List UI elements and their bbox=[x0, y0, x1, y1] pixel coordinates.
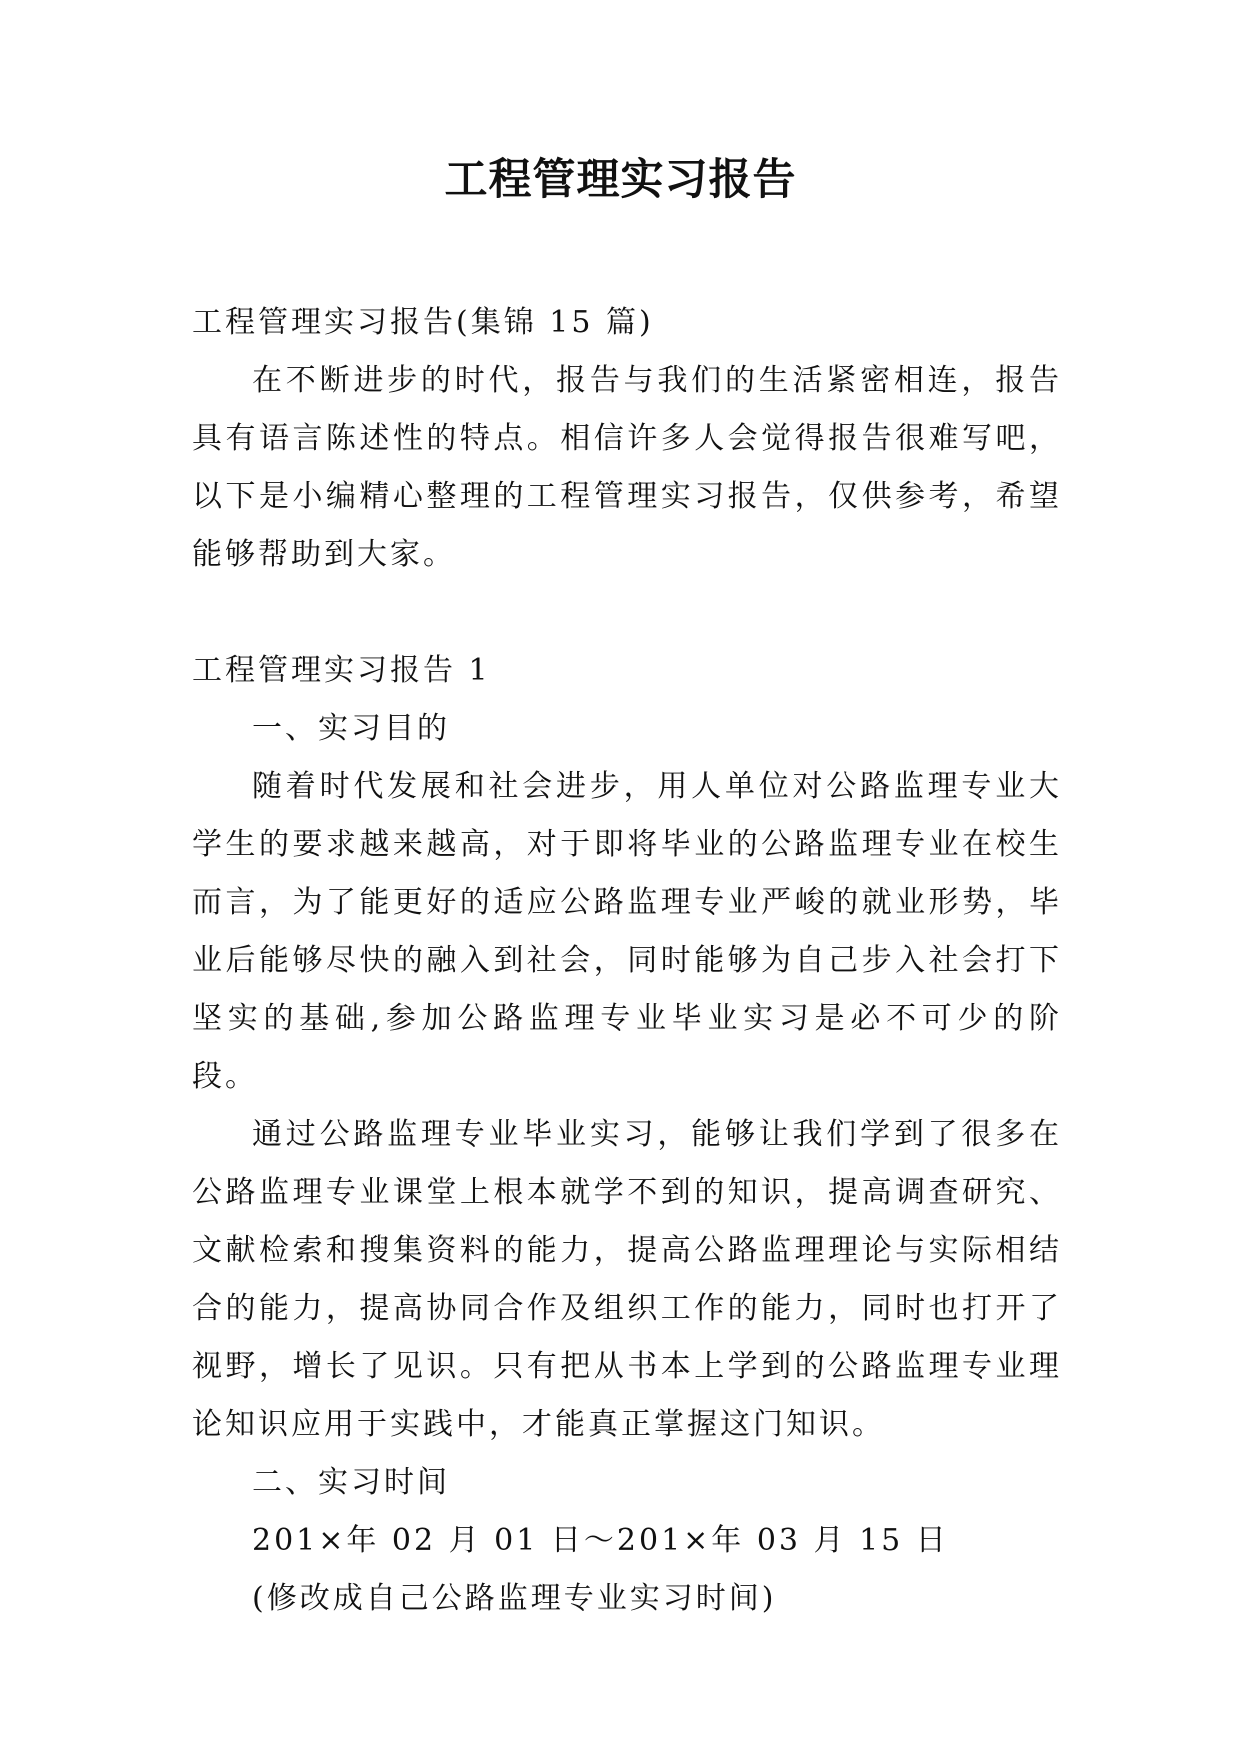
report-heading: 工程管理实习报告 1 bbox=[192, 653, 491, 688]
section-heading-time: 二、实习时间 bbox=[252, 1465, 450, 1500]
collection-subtitle: 工程管理实习报告(集锦 15 篇) bbox=[192, 305, 654, 340]
purpose-paragraph-2: 通过公路监理专业毕业实习，能够让我们学到了很多在公路监理专业课堂上根本就学不到的知识，提高调查研究、文献检索和搜集资料的能力，提高公路监理理论与实际相结合的能力，提高协同合作及组织工作的能力，同时也打开了视野，增长了见识。只有把从书本上学到的公路监理专业理论知识应用于实践中，才能真正掌握这门知识。 bbox=[192, 1117, 1062, 1442]
document-body bbox=[192, 294, 1062, 1628]
intro-paragraph: 在不断进步的时代，报告与我们的生活紧密相连，报告具有语言陈述性的特点。相信许多人会觉得报告很难写吧，以下是小编精心整理的工程管理实习报告，仅供参考，希望能够帮助到大家。 bbox=[192, 363, 1062, 572]
internship-time-note: (修改成自己公路监理专业实习时间) bbox=[252, 1581, 777, 1616]
paragraph-gap bbox=[192, 584, 1062, 642]
document-title: 工程管理实习报告 bbox=[444, 155, 797, 205]
purpose-paragraph-1: 随着时代发展和社会进步，用人单位对公路监理专业大学生的要求越来越高，对于即将毕业的公路监理专业在校生而言，为了能更好的适应公路监理专业严峻的就业形势，毕业后能够尽快的融入到社会，同时能够为自己步入社会打下坚实的基础,参加公路监理专业毕业实习是必不可少的阶段。 bbox=[192, 769, 1062, 1094]
section-heading-purpose: 一、实习目的 bbox=[252, 711, 450, 746]
internship-dates: 201×年 02 月 01 日～201×年 03 月 15 日 bbox=[252, 1523, 949, 1558]
